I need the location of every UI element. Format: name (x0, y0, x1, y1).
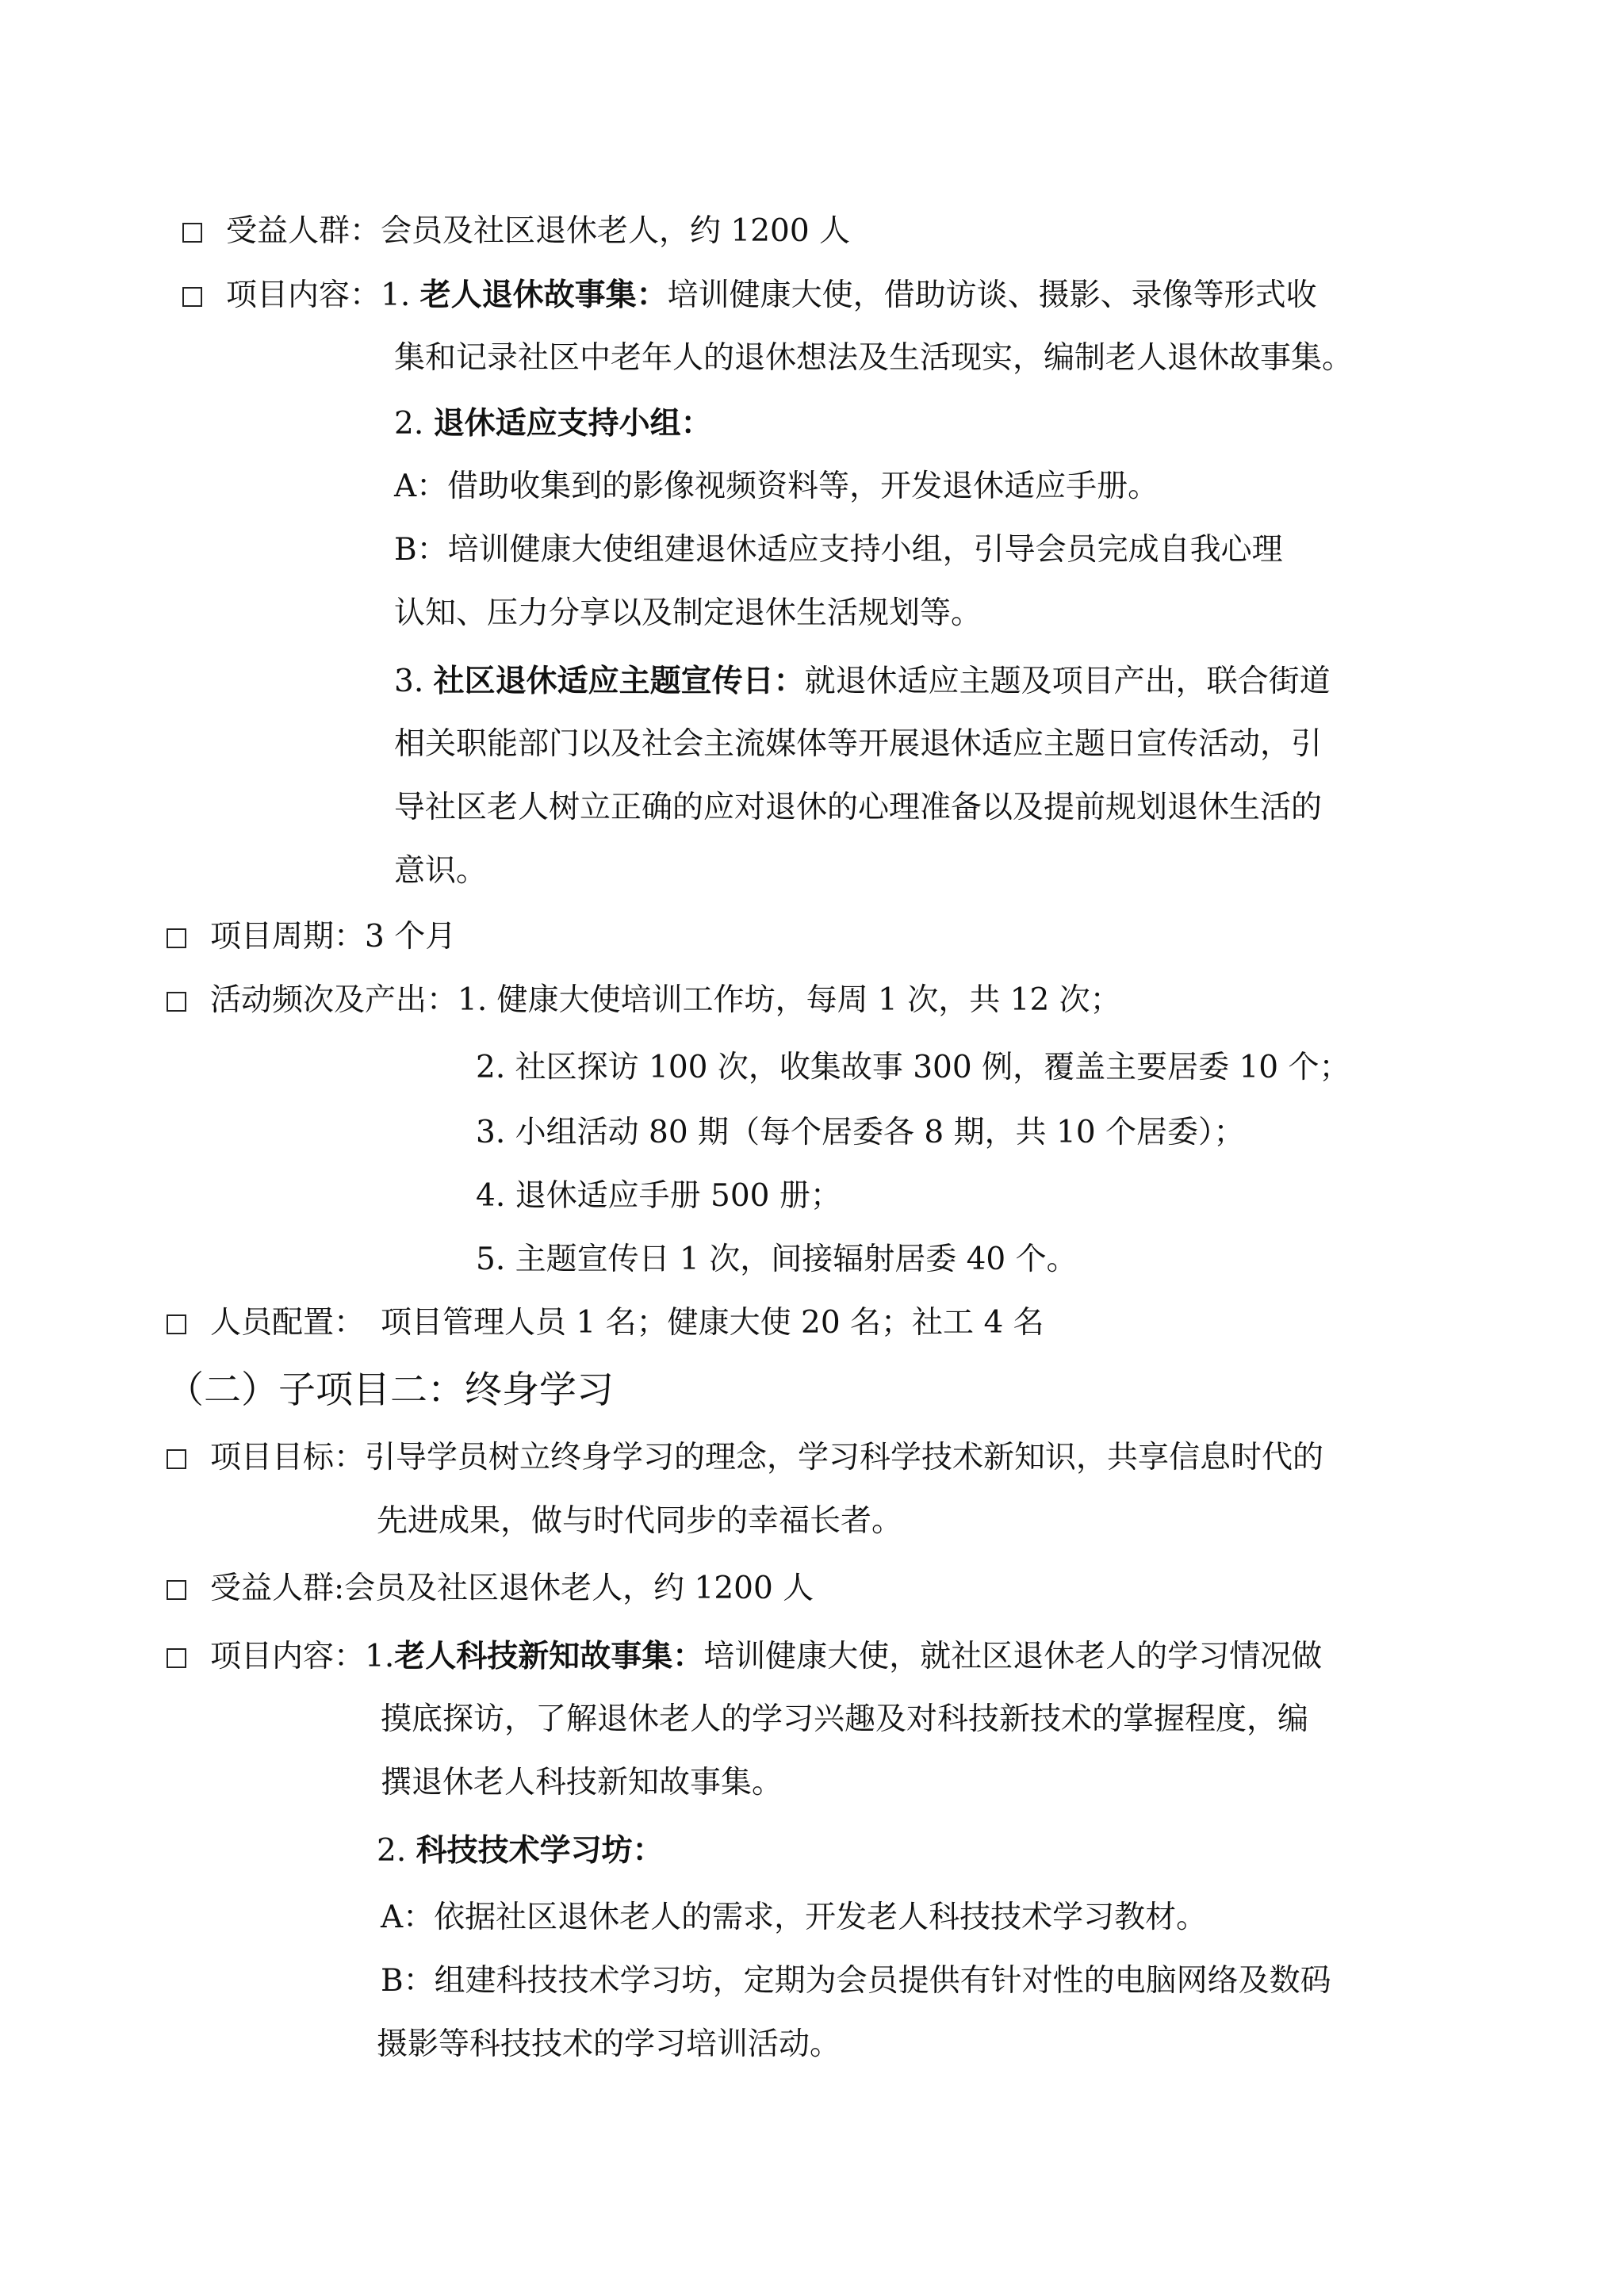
content-line-cont: 集和记录社区中老年人的退休想法及生活现实，编制老人退休故事集。 (394, 340, 1354, 376)
item3-cont-d: 意识。 (394, 853, 488, 889)
label: 人员配置： (210, 1305, 366, 1341)
item-title: 老人科技新知故事集： (394, 1638, 704, 1674)
item-text: 培训健康大使，就社区退休老人的学习情况做 (703, 1639, 1323, 1674)
period-line (167, 917, 456, 957)
item-number: 2. (394, 406, 434, 442)
freq-item: 2. 社区探访 100 次，收集故事 300 例，覆盖主要居委 10 个； (476, 1050, 1350, 1085)
s2-item2-b1: B：组建科技技术学习坊，定期为会员提供有针对性的电脑网络及数码 (381, 1963, 1331, 1999)
content-line-2 (167, 1636, 1322, 1676)
section-heading: （二）子项目二：终身学习 (167, 1368, 614, 1412)
s2-item2-b2: 摄影等科技技术的学习培训活动。 (377, 2026, 841, 2062)
checkbox-bullet (182, 223, 202, 243)
freq-item: 4. 退休适应手册 500 册； (476, 1178, 841, 1214)
item3-cont-c: 导社区老人树立正确的应对退休的心理准备以及提前规划退休生活的 (394, 790, 1323, 825)
value: 引导学员树立终身学习的理念，学习科学技术新知识，共享信息时代的 (365, 1440, 1324, 1475)
item2-heading (394, 404, 712, 443)
value: 项目管理人员 1 名；健康大使 20 名；社工 4 名 (381, 1305, 1044, 1341)
s2-item2-a: A：依据社区退休老人的需求，开发老人科技技术学习教材。 (381, 1900, 1208, 1935)
label: 活动频次及产出： (210, 982, 458, 1018)
item-title: 老人退休故事集： (419, 277, 668, 313)
label: 受益人群： (226, 213, 381, 249)
beneficiaries-line-2 (167, 1569, 814, 1609)
goal-cont: 先进成果，做与时代同步的幸福长者。 (377, 1503, 903, 1539)
label: 项目内容： (226, 277, 381, 313)
frequency-line (167, 981, 1121, 1020)
label: 项目周期： (210, 919, 366, 955)
label: 项目目标： (210, 1440, 366, 1475)
item-title: 退休适应支持小组： (433, 405, 712, 442)
item-text: 培训健康大使，借助访谈、摄影、录像等形式收 (667, 277, 1317, 313)
item-title: 科技技术学习坊： (416, 1832, 664, 1869)
freq-item: 5. 主题宣传日 1 次，间接辐射居委 40 个。 (476, 1242, 1078, 1277)
item-number: 3. (394, 664, 434, 699)
checkbox-bullet (167, 928, 186, 948)
item3-cont-b: 相关职能部门以及社会主流媒体等开展退休适应主题日宣传活动，引 (394, 726, 1323, 762)
freq-item: 1. 健康大使培训工作坊，每周 1 次，共 12 次； (458, 982, 1121, 1018)
item2-b1: B：培训健康大使组建退休适应支持小组，引导会员完成自我心理 (394, 532, 1283, 568)
value: 会员及社区退休老人，约 1200 人 (344, 1571, 814, 1606)
checkbox-bullet (167, 992, 186, 1012)
item3-line (394, 661, 1331, 701)
item-number: 1. (381, 277, 420, 313)
checkbox-bullet (167, 1314, 186, 1334)
content-line (182, 275, 1317, 315)
content2-cont-b: 摸底探访，了解退休老人的学习兴趣及对科技新技术的掌握程度，编 (381, 1701, 1309, 1737)
item-number: 2. (377, 1833, 416, 1869)
beneficiaries-line (182, 212, 850, 251)
item2-b2: 认知、压力分享以及制定退休生活规划等。 (394, 595, 982, 631)
freq-item: 3. 小组活动 80 期（每个居委各 8 期，共 10 个居委）； (476, 1115, 1245, 1150)
item2-a: A：借助收集到的影像视频资料等，开发退休适应手册。 (394, 469, 1159, 504)
staffing-line (167, 1303, 1044, 1343)
content2-cont-c: 撰退休老人科技新知故事集。 (381, 1765, 783, 1800)
value: 3 个月 (365, 919, 457, 955)
item-text: 就退休适应主题及项目产出，联合街道 (804, 664, 1331, 699)
s2-item2-heading (377, 1831, 664, 1870)
checkbox-bullet (167, 1648, 186, 1668)
item-title: 社区退休适应主题宣传日： (433, 663, 805, 699)
label: 受益人群: (210, 1571, 345, 1606)
goal-line (167, 1438, 1323, 1478)
value: 会员及社区退休老人，约 1200 人 (381, 213, 851, 249)
checkbox-bullet (167, 1580, 186, 1600)
label: 项目内容： (210, 1639, 366, 1674)
item-number: 1. (365, 1639, 395, 1674)
checkbox-bullet (167, 1449, 186, 1469)
checkbox-bullet (182, 287, 202, 307)
